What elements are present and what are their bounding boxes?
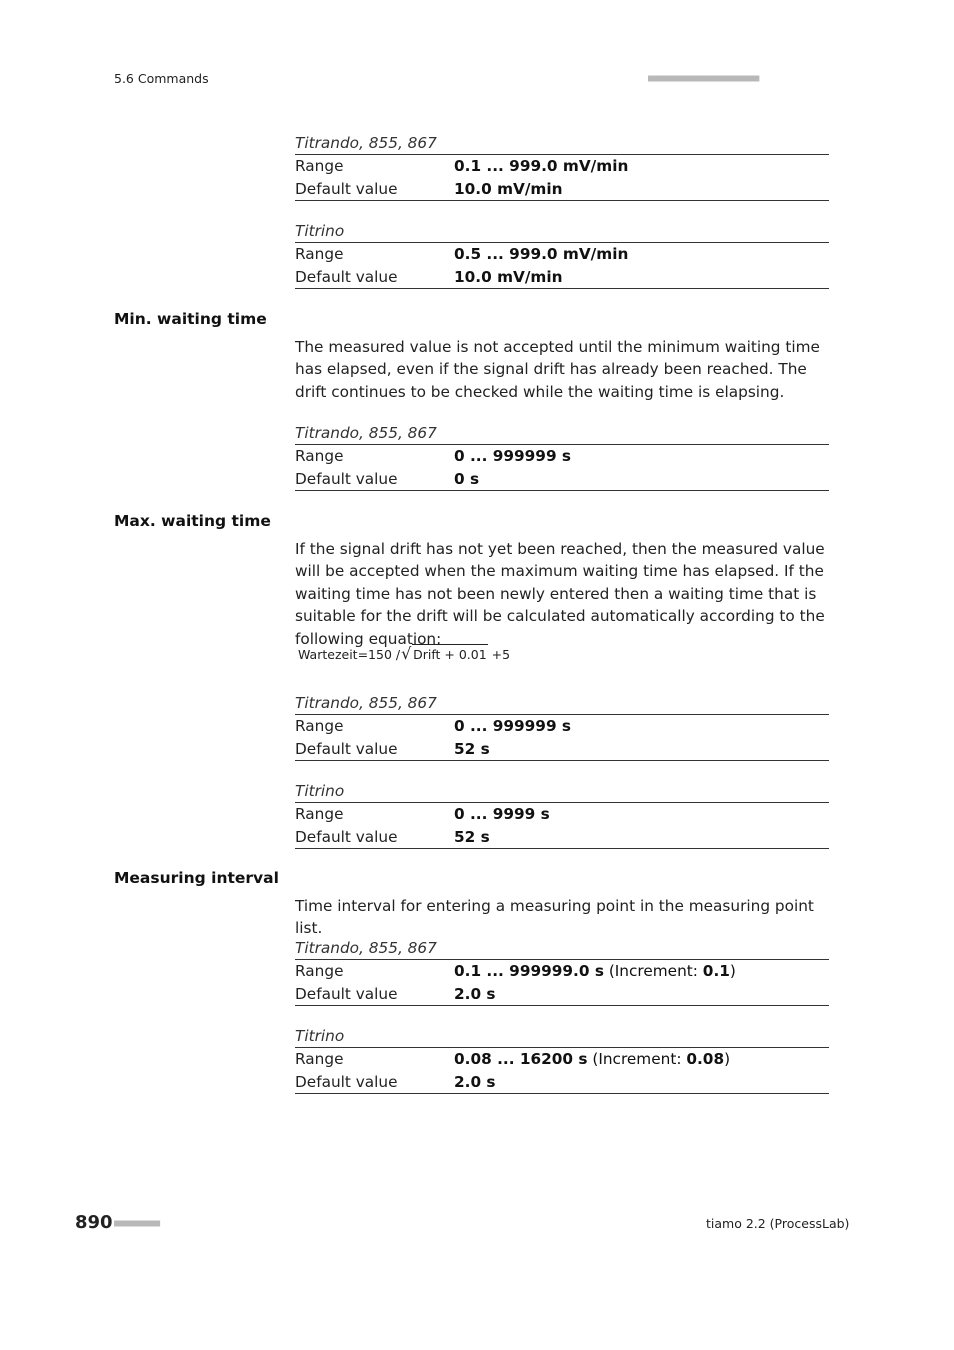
row-label: Range <box>295 717 344 735</box>
table-maxwait-titrino <box>295 780 829 849</box>
table-drift-titrino <box>295 220 829 289</box>
range-value: 0.1 ... 999999.0 s <box>454 962 604 980</box>
page-number: 890 <box>75 1212 113 1233</box>
table-row <box>295 715 829 738</box>
formula-lhs: Wartezeit=150 / <box>298 647 401 662</box>
row-value: 2.0 s <box>454 1072 496 1091</box>
row-label: Default value <box>295 827 398 846</box>
sqrt-icon: √ <box>401 644 412 663</box>
row-value <box>454 960 736 983</box>
footer-product: tiamo 2.2 (ProcessLab) <box>706 1216 850 1231</box>
formula-tail: +5 <box>487 647 511 662</box>
table-row <box>295 983 829 1007</box>
row-label: Range <box>295 962 344 980</box>
section-text-min-waiting-time: The measured value is not accepted until the minimum waiting time has elapsed, even if the signal drift has already been reached. The drift continues to be checked while the waiting time is elapsing. <box>295 338 820 401</box>
increment-label: (Increment: <box>592 1050 687 1068</box>
increment-value: 0.08 <box>686 1050 725 1068</box>
row-value <box>454 1048 730 1071</box>
increment-value: 0.1 <box>702 962 730 980</box>
row-value: 0 ... 999999 s <box>454 447 572 465</box>
waiting-time-formula <box>298 644 511 663</box>
formula-sqrt <box>400 644 488 663</box>
header-dots: ■■■■■■■■■■■■■■■■■■■■■■ <box>648 73 759 84</box>
row-label: Default value <box>295 1072 398 1091</box>
table-minwait-titrando <box>295 422 829 491</box>
table-row <box>295 960 829 983</box>
section-title-max-waiting-time: Max. waiting time <box>114 512 271 530</box>
table-row <box>295 155 829 178</box>
header-section-title: 5.6 Commands <box>114 71 209 86</box>
table-title: Titrando, 855, 867 <box>295 132 829 155</box>
row-value: 2.0 s <box>454 984 496 1003</box>
table-row <box>295 178 829 202</box>
table-title: Titrando, 855, 867 <box>295 422 829 445</box>
table-row <box>295 803 829 826</box>
table-row <box>295 1048 829 1071</box>
row-label: Range <box>295 245 344 263</box>
section-title-min-waiting-time: Min. waiting time <box>114 310 267 328</box>
section-title-measuring-interval: Measuring interval <box>114 869 279 887</box>
table-drift-titrando <box>295 132 829 201</box>
row-label: Range <box>295 157 344 175</box>
increment-label: (Increment: <box>608 962 703 980</box>
table-title: Titrino <box>295 1025 829 1048</box>
row-label: Default value <box>295 267 398 286</box>
formula-radicand: Drift + 0.01 <box>412 644 488 662</box>
row-value: 0.1 ... 999.0 mV/min <box>454 157 629 175</box>
table-row <box>295 468 829 492</box>
row-value: 52 s <box>454 827 490 846</box>
table-interval-titrino <box>295 1025 829 1094</box>
table-title: Titrando, 855, 867 <box>295 937 829 960</box>
row-label: Default value <box>295 179 398 198</box>
row-value: 10.0 mV/min <box>454 267 563 286</box>
row-label: Default value <box>295 984 398 1003</box>
table-row <box>295 826 829 850</box>
table-row <box>295 266 829 290</box>
table-row <box>295 738 829 762</box>
increment-close: ) <box>724 1050 731 1068</box>
footer-dots: ■■■■■■■■■ <box>114 1218 160 1229</box>
row-value: 10.0 mV/min <box>454 179 563 198</box>
table-interval-titrando <box>295 937 829 1006</box>
increment-close: ) <box>729 962 736 980</box>
row-label: Default value <box>295 469 398 488</box>
table-maxwait-titrando <box>295 692 829 761</box>
table-row <box>295 1071 829 1095</box>
row-value: 0 ... 999999 s <box>454 717 572 735</box>
section-text-measuring-interval: Time interval for entering a measuring point in the measuring point list. <box>295 897 814 938</box>
row-label: Range <box>295 805 344 823</box>
table-row <box>295 243 829 266</box>
row-value: 52 s <box>454 739 490 758</box>
table-title: Titrando, 855, 867 <box>295 692 829 715</box>
row-label: Range <box>295 447 344 465</box>
table-title: Titrino <box>295 220 829 243</box>
section-text-max-waiting-time: If the signal drift has not yet been reached, then the measured value will be accepted when the maximum waiting time has elapsed. If the waiting time has not been newly entered then a waiting time that is suitable for the drift will be calculated automatically according to the following equation: <box>295 540 825 648</box>
row-value: 0.5 ... 999.0 mV/min <box>454 245 629 263</box>
table-title: Titrino <box>295 780 829 803</box>
row-value: 0 s <box>454 469 480 488</box>
table-row <box>295 445 829 468</box>
row-label: Default value <box>295 739 398 758</box>
range-value: 0.08 ... 16200 s <box>454 1050 588 1068</box>
row-value: 0 ... 9999 s <box>454 805 550 823</box>
row-label: Range <box>295 1050 344 1068</box>
